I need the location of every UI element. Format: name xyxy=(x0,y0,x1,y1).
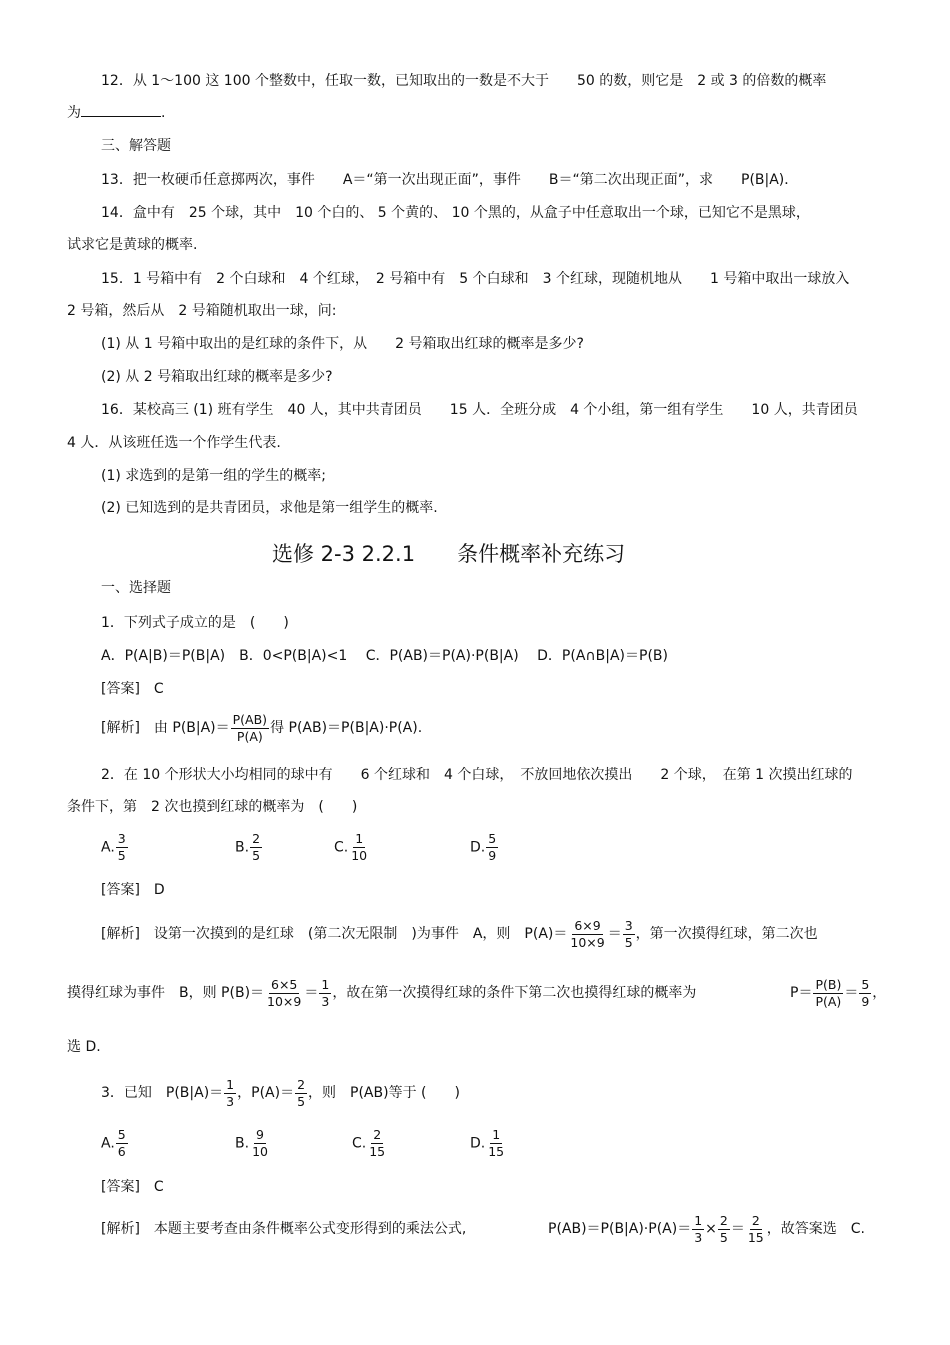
fraction xyxy=(692,1214,704,1245)
numerator: 5 xyxy=(488,831,497,846)
fraction xyxy=(250,1128,270,1159)
denominator: 10×9 xyxy=(570,934,605,950)
denominator: 10×9 xyxy=(267,993,302,1009)
q12-line2-end: . xyxy=(161,105,166,121)
option-letter: B. xyxy=(235,839,250,856)
denominator: 5 xyxy=(297,1093,306,1109)
q15-line1: 15．1 号箱中有 2 个白球和 4 个红球， 2 号箱中有 5 个白球和 3 个红球，现随机地从 1 号箱中取出一球放入 xyxy=(101,271,850,287)
question-text: 3．已知 P(B|A)＝ xyxy=(101,1085,224,1101)
fraction xyxy=(224,1078,236,1109)
p3-option-d xyxy=(470,1128,507,1159)
q13: 13．把一枚硬币任意掷两次，事件 A＝“第一次出现正面”，事件 B＝“第二次出现正面”，求 P(B|A)． xyxy=(101,172,799,188)
p3-solution-formula xyxy=(548,1211,865,1247)
denominator: 6 xyxy=(117,1144,126,1159)
denominator: 5 xyxy=(252,848,261,863)
numerator: 6×5 xyxy=(271,976,298,992)
option-letter: A. xyxy=(101,839,115,856)
question-text-3: ，则 P(AB)等于 ( ) xyxy=(308,1085,460,1101)
numerator: 2 xyxy=(751,1212,760,1228)
fraction xyxy=(319,978,331,1009)
q16-part2: (2) 已知选到的是共青团员，求他是第一组学生的概率. xyxy=(101,500,438,516)
numerator: P(B) xyxy=(815,976,842,992)
section-heading-answers: 三、解答题 xyxy=(101,138,171,154)
denominator: 3 xyxy=(226,1093,235,1109)
fraction xyxy=(718,1214,730,1245)
numerator: 9 xyxy=(256,1127,264,1142)
numerator: 5 xyxy=(117,1127,126,1142)
p2-question-line1: 2．在 10 个形状大小均相同的球中有 6 个红球和 4 个白球， 不放回地依次摸出 2 个球， 在第 1 次摸出红球的 xyxy=(101,767,853,783)
p3-option-a xyxy=(101,1128,129,1159)
numerator: P(AB) xyxy=(232,711,268,727)
fraction xyxy=(231,713,269,744)
option-letter: D. xyxy=(470,839,486,856)
numerator: 1 xyxy=(694,1212,703,1228)
p1-solution xyxy=(101,710,422,746)
p1-options: A．P(A|B)＝P(B|A) B．0<P(B|A)<1 C．P(AB)＝P(A)·P(B|A) D．P(A∩B|A)＝P(B) xyxy=(101,648,668,664)
denominator: P(A) xyxy=(815,993,842,1009)
solution-text-2: ，第一次摸得红球，第二次也 xyxy=(635,926,818,942)
times-sign: × xyxy=(705,1221,717,1237)
p3-answer: [答案] C xyxy=(101,1179,164,1195)
denominator: 10 xyxy=(351,848,368,863)
fraction xyxy=(116,1128,128,1159)
denominator: 5 xyxy=(117,848,126,863)
q12-line2 xyxy=(67,104,165,122)
denominator: 15 xyxy=(747,1229,764,1245)
numerator: 2 xyxy=(719,1212,728,1228)
fraction xyxy=(367,1128,387,1159)
q12-line2-start: 为 xyxy=(67,105,81,121)
option-letter: C. xyxy=(334,839,349,856)
numerator: 1 xyxy=(355,831,364,846)
numerator: 3 xyxy=(117,831,126,846)
fraction xyxy=(116,832,128,863)
denominator: 3 xyxy=(321,993,330,1009)
solution-text: [解析] 设第一次摸到的是红球 (第二次无限制 )为事件 A，则 P(A)＝ xyxy=(101,926,568,942)
p1-solution-text-2: 得 P(AB)＝P(B|A)·P(A). xyxy=(270,720,423,736)
q14-line2: 试求它是黄球的概率. xyxy=(67,237,198,253)
fraction xyxy=(250,832,262,863)
p2-option-b xyxy=(235,832,263,863)
fraction xyxy=(568,919,606,950)
q16-line1: 16．某校高三 (1) 班有学生 40 人，其中共青团员 15 人．全班分成 4 个小组，第一组有学生 10 人，共青团员 xyxy=(101,402,858,418)
p1-solution-text: [解析] 由 P(B|A)＝ xyxy=(101,720,230,736)
numerator: 1 xyxy=(492,1127,501,1142)
formula-text: P(AB)＝P(B|A)·P(A)＝ xyxy=(548,1221,692,1237)
numerator: 2 xyxy=(373,1127,382,1142)
q12-line1: 12．从 1～100 这 100 个整数中，任取一数，已知取出的一数是不大于 50 的数，则它是 2 或 3 的倍数的概率 xyxy=(101,73,827,89)
p2-solution-line2 xyxy=(67,975,696,1011)
option-letter: A. xyxy=(101,1135,115,1152)
numerator: 2 xyxy=(297,1076,306,1092)
fraction xyxy=(349,832,369,863)
denominator: 3 xyxy=(694,1229,703,1245)
page-title: 选修 2-3 2.2.1 条件概率补充练习 xyxy=(272,542,626,566)
formula-text-2: ，故答案选 C. xyxy=(766,1221,865,1237)
denominator: 15 xyxy=(369,1144,386,1159)
p2-solution-formula xyxy=(790,975,886,1011)
fraction xyxy=(486,1128,506,1159)
fraction xyxy=(623,919,635,950)
p2-option-a xyxy=(101,832,129,863)
numerator: 3 xyxy=(624,917,633,933)
option-letter: C. xyxy=(352,1135,367,1152)
formula-text: P＝ xyxy=(790,985,813,1001)
fraction xyxy=(813,978,843,1009)
question-text-2: ，P(A)＝ xyxy=(237,1085,295,1101)
p3-question xyxy=(101,1075,460,1111)
q15-part1: (1) 从 1 号箱中取出的是红球的条件下，从 2 号箱取出红球的概率是多少? xyxy=(101,336,584,352)
numerator: 2 xyxy=(252,831,261,846)
p3-solution-text: [解析] 本题主要考查由条件概率公式变形得到的乘法公式, xyxy=(101,1221,467,1237)
numerator: 1 xyxy=(226,1076,235,1092)
q15-part2: (2) 从 2 号箱取出红球的概率是多少? xyxy=(101,369,333,385)
q16-line2: 4 人．从该班任选一个作学生代表. xyxy=(67,435,281,451)
solution-text: 摸得红球为事件 B，则 P(B)＝ xyxy=(67,985,265,1001)
p3-option-b xyxy=(235,1128,271,1159)
option-letter: D. xyxy=(470,1135,486,1152)
p2-option-c xyxy=(334,832,370,863)
fraction xyxy=(859,978,871,1009)
numerator: 6×9 xyxy=(574,917,601,933)
numerator: 1 xyxy=(321,976,330,992)
p3-option-c xyxy=(352,1128,388,1159)
equals-sign: ＝ xyxy=(730,1221,745,1237)
fraction xyxy=(746,1214,766,1245)
equals-sign: ＝ xyxy=(844,985,859,1001)
q16-part1: (1) 求选到的是第一组的学生的概率; xyxy=(101,468,326,484)
p1-answer: [答案] C xyxy=(101,681,164,697)
equals-sign: ＝ xyxy=(607,926,622,942)
denominator: 10 xyxy=(252,1144,268,1159)
denominator: 5 xyxy=(624,934,633,950)
p2-solution-line1 xyxy=(101,916,818,952)
solution-text-2: ，故在第一次摸得红球的条件下第二次也摸得红球的概率为 xyxy=(332,985,697,1001)
denominator: 15 xyxy=(488,1144,505,1159)
fraction xyxy=(486,832,498,863)
fraction xyxy=(295,1078,307,1109)
answer-blank xyxy=(81,104,161,117)
comma: ， xyxy=(872,985,887,1001)
p2-question-line2: 条件下，第 2 次也摸到红球的概率为 ( ) xyxy=(67,799,358,815)
p2-answer: [答案] D xyxy=(101,882,165,898)
section-heading-choice: 一、选择题 xyxy=(101,580,171,596)
equals-sign: ＝ xyxy=(304,985,319,1001)
p1-question: 1．下列式子成立的是 ( ) xyxy=(101,615,289,631)
denominator: 5 xyxy=(719,1229,728,1245)
p2-solution-line3: 选 D. xyxy=(67,1039,101,1055)
q15-line2: 2 号箱，然后从 2 号箱随机取出一球，问: xyxy=(67,303,337,319)
fraction xyxy=(265,978,303,1009)
denominator: 9 xyxy=(861,993,870,1009)
denominator: 9 xyxy=(488,848,497,863)
p2-option-d xyxy=(470,832,499,863)
option-letter: B. xyxy=(235,1135,250,1152)
denominator: P(A) xyxy=(236,728,263,744)
q14-line1: 14．盒中有 25 个球，其中 10 个白的、 5 个黄的、 10 个黑的，从盒子中任意取出一个球，已知它不是黑球， xyxy=(101,205,810,221)
numerator: 5 xyxy=(861,976,870,992)
